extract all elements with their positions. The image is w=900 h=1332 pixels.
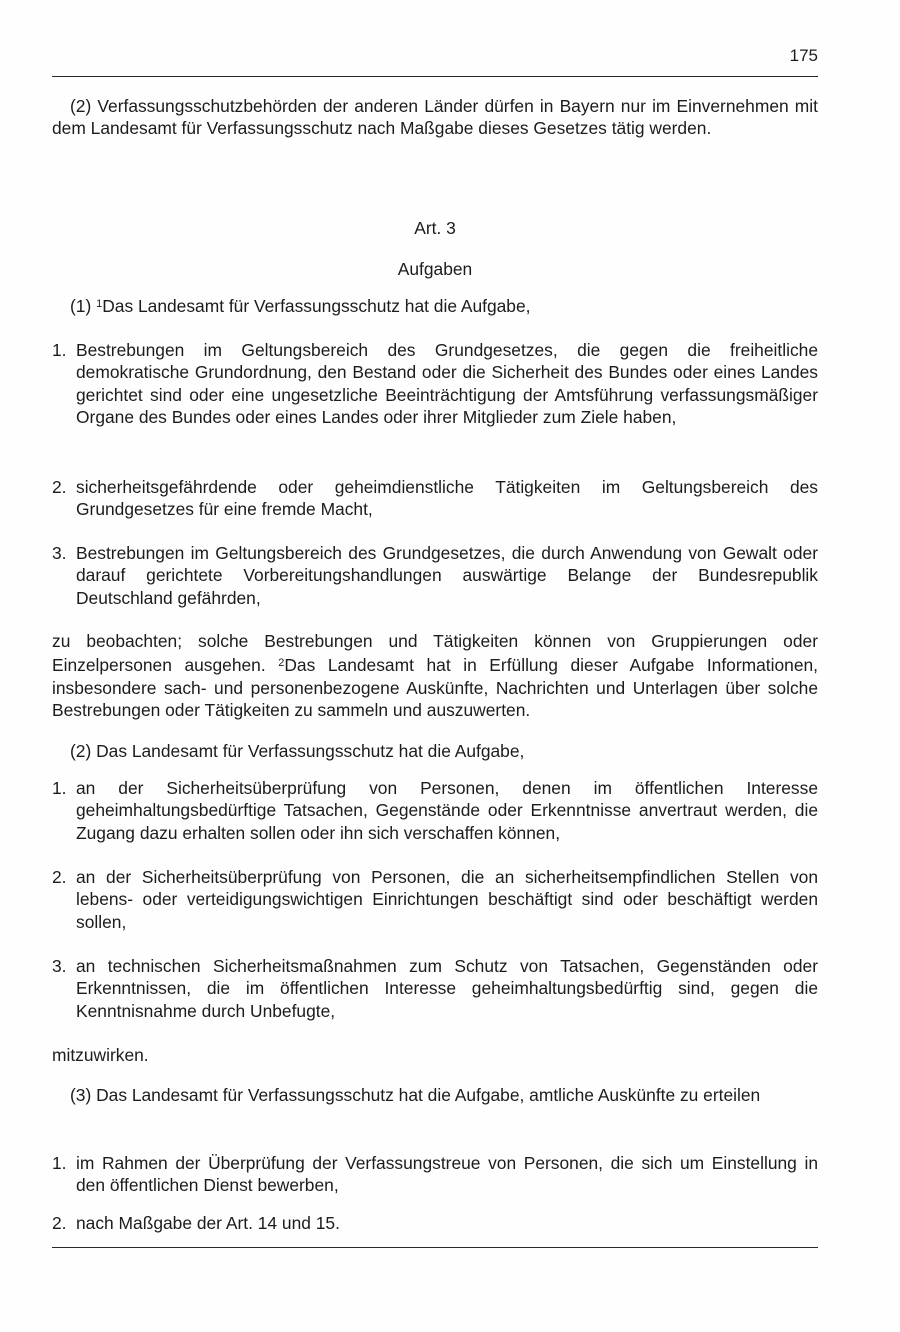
list-item-number: 2. bbox=[52, 1213, 67, 1233]
list-item-text: an technischen Sicherheitsmaßnahmen zum Schutz von Tatsachen, Gegenständen oder Erkenntnissen, die im öffentlichen Interesse geheimhaltungsbedürftig sind, gegen die Kenntnisnahme durch Unbefugte, bbox=[76, 956, 818, 1021]
list-item-text: an der Sicherheitsüberprüfung von Personen, denen im öffentlichen Interesse geheimhaltungsbedürftige Tatsachen, Gegenstände oder Erkenntnisse anvertraut werden, die Zugang dazu erhalten sollen oder ihn sich verschaffen können, bbox=[76, 778, 818, 843]
list-item-number: 3. bbox=[52, 543, 67, 563]
list-item-text: Bestrebungen im Geltungsbereich des Grundgesetzes, die durch Anwendung von Gewalt oder darauf gerichtete Vorbereitungshandlungen auswärtige Belange der Bundesrepublik Deutschland gefährden, bbox=[76, 543, 818, 608]
list-item-text: sicherheitsgefährdende oder geheimdienstliche Tätigkeiten im Geltungsbereich des Grundgesetzes für eine fremde Macht, bbox=[76, 477, 818, 520]
para-label: (1) bbox=[70, 296, 97, 316]
list-item bbox=[52, 955, 818, 1022]
sentence-number: 1 bbox=[96, 298, 103, 310]
article-heading: Art. 3 bbox=[414, 218, 456, 238]
list-item-text: nach Maßgabe der Art. 14 und 15. bbox=[76, 1213, 340, 1233]
list-item bbox=[52, 339, 818, 429]
list-item-number: 2. bbox=[52, 867, 67, 887]
art3-para2-intro: (2) Das Landesamt für Verfassungsschutz hat die Aufgabe, bbox=[70, 741, 525, 761]
art3-para1-intro bbox=[52, 293, 818, 317]
page-number: 175 bbox=[789, 46, 818, 65]
article-title: Aufgaben bbox=[397, 259, 473, 279]
para-text: Das Landesamt für Verfassungsschutz hat die Aufgabe, bbox=[102, 296, 531, 316]
list-item bbox=[52, 866, 818, 933]
list-item-number: 2. bbox=[52, 477, 67, 497]
list-item-number: 3. bbox=[52, 956, 67, 976]
para-text: zu beobachten; solche Bestrebungen und Tätigkeiten können von Gruppierungen oder Einzelpersonen ausgehen. bbox=[52, 631, 818, 676]
list-item bbox=[52, 542, 818, 609]
list-item bbox=[52, 1212, 818, 1234]
art3-para1-close bbox=[52, 630, 818, 722]
list-item-text: Bestrebungen im Geltungsbereich des Grundgesetzes, die gegen die freiheitliche demokratische Grundordnung, den Bestand oder die Sicherheit des Bundes oder eines Landes gerichtet sind oder eine ungesetzliche Beeinträchtigung der Amtsführung verfassungsmäßiger Organe des Bundes oder eines Landes oder ihrer Mitglieder zum Ziele haben, bbox=[76, 340, 818, 428]
list-item-number: 1. bbox=[52, 1153, 67, 1173]
sentence-number: 2 bbox=[278, 657, 285, 670]
art3-para3-intro: (3) Das Landesamt für Verfassungsschutz hat die Aufgabe, amtliche Auskünfte zu erteilen bbox=[70, 1085, 761, 1105]
list-item bbox=[52, 777, 818, 844]
bottom-rule bbox=[52, 1247, 818, 1248]
list-item bbox=[52, 1152, 818, 1197]
list-item-number: 1. bbox=[52, 778, 67, 798]
paragraph-2-intro: (2) Verfassungsschutzbehörden der anderen Länder dürfen in Bayern nur im Einvernehmen mit dem Landesamt für Verfassungsschutz nach Maßgabe dieses Gesetzes tätig werden. bbox=[52, 96, 818, 139]
top-rule bbox=[52, 76, 818, 77]
list-item-text: an der Sicherheitsüberprüfung von Personen, die an sicherheitsempfindlichen Stellen von lebens- oder verteidigungswichtigen Einrichtungen beschäftigt sind oder beschäftigt werden sollen, bbox=[76, 867, 818, 932]
list-item-number: 1. bbox=[52, 340, 67, 360]
art3-para2-close: mitzuwirken. bbox=[52, 1045, 149, 1065]
list-item-text: im Rahmen der Überprüfung der Verfassungstreue von Personen, die sich um Einstellung in den öffentlichen Dienst bewerben, bbox=[76, 1153, 818, 1196]
list-item bbox=[52, 476, 818, 521]
para-text: Das Landesamt hat in Erfüllung dieser Aufgabe Informationen, insbesondere sach- und personenbezogene Auskünfte, Nachrichten und Unterlagen über solche Bestrebungen oder Tätigkeiten zu sammeln und auszuwerten. bbox=[52, 655, 818, 721]
